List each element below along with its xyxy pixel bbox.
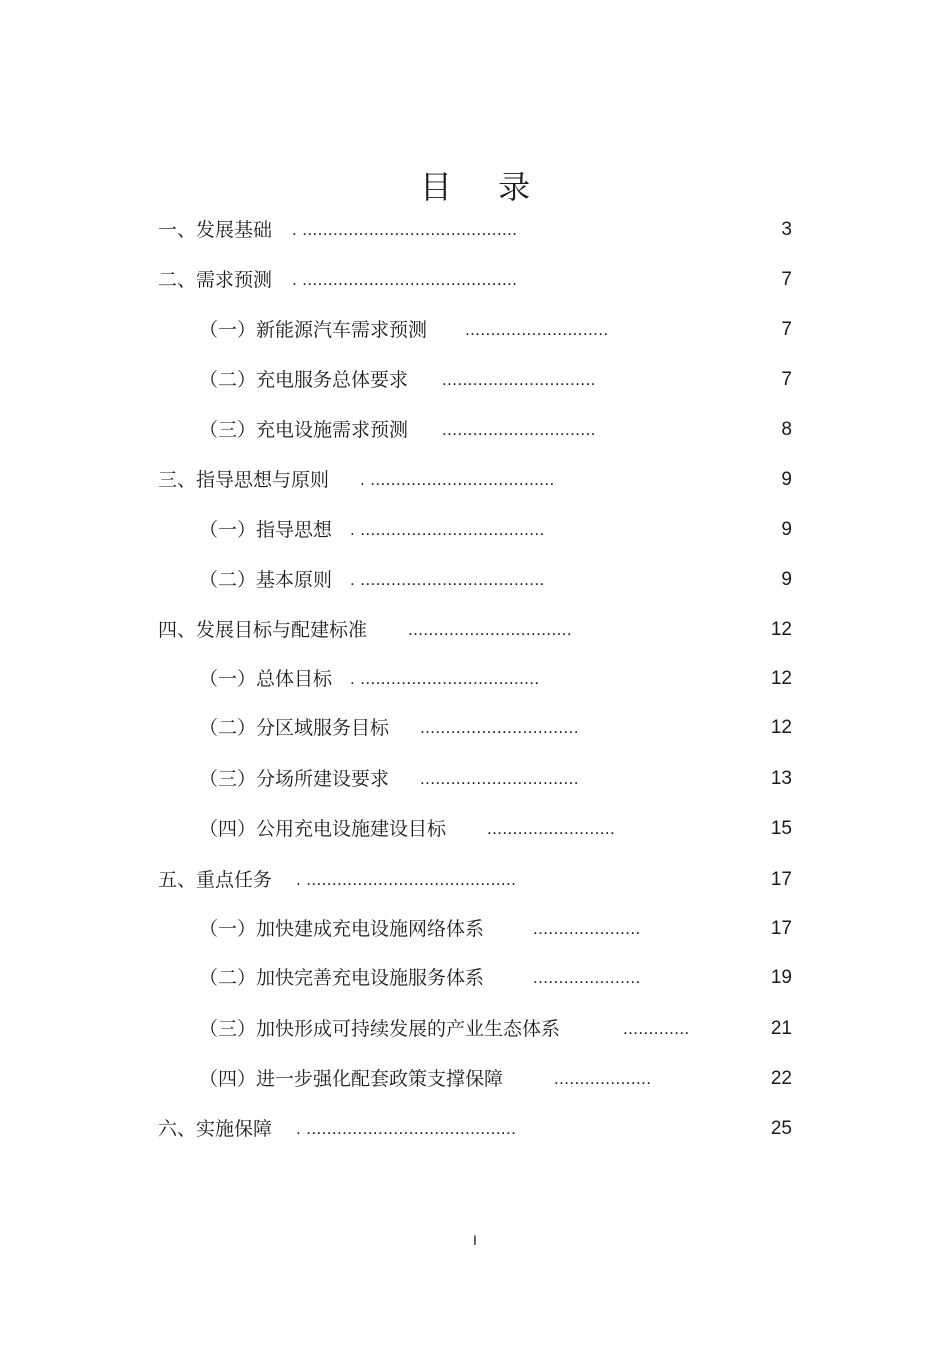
toc-entry-label: 二、需求预测	[158, 269, 273, 291]
toc-entry-label: （一）指导思想	[199, 519, 333, 541]
toc-entry-page-number: 9	[781, 519, 792, 540]
toc-entry[interactable]	[0, 416, 950, 444]
toc-entry[interactable]	[0, 1065, 950, 1093]
toc-entry[interactable]	[0, 765, 950, 793]
toc-entry-label: （三）充电设施需求预测	[199, 419, 409, 441]
toc-entry[interactable]	[0, 566, 950, 594]
toc-entry-label: （二）充电服务总体要求	[199, 369, 409, 391]
toc-entry-label: （二）分区域服务目标	[199, 717, 390, 739]
toc-entry-leader-dots: ............................	[465, 320, 609, 339]
toc-entry-leader-dots: ...............................	[420, 718, 579, 737]
toc-entry-page-number: 25	[770, 1118, 792, 1139]
toc-entry-leader-dots: . ....................................	[350, 570, 545, 589]
toc-entry-label: （一）总体目标	[199, 668, 333, 690]
toc-entry-label: （四）进一步强化配套政策支撑保障	[199, 1068, 504, 1090]
toc-entry-label: （四）公用充电设施建设目标	[199, 818, 447, 840]
toc-entry-leader-dots: .........................	[487, 819, 616, 838]
toc-entry-label: 三、指导思想与原则	[158, 469, 330, 491]
page-footer-number: I	[473, 1232, 477, 1248]
toc-entry-leader-dots: . .........................................	[296, 1119, 517, 1138]
toc-entry-page-number: 8	[781, 419, 792, 440]
toc-entry-label: （一）加快建成充电设施网络体系	[199, 918, 485, 940]
toc-entry-leader-dots: ..............................	[442, 420, 596, 439]
toc-entry-label: （一）新能源汽车需求预测	[199, 319, 428, 341]
toc-entry-page-number: 9	[781, 569, 792, 590]
toc-entry-leader-dots: .............	[623, 1019, 690, 1038]
toc-entry-leader-dots: . ....................................	[350, 520, 545, 539]
toc-entry-page-number: 12	[770, 619, 792, 640]
toc-entry[interactable]	[0, 815, 950, 843]
toc-entry-label: （三）加快形成可持续发展的产业生态体系	[199, 1018, 561, 1040]
toc-entry-page-number: 17	[770, 869, 792, 890]
toc-entry-label: （二）基本原则	[199, 569, 333, 591]
toc-entry-label: （三）分场所建设要求	[199, 768, 390, 790]
toc-entry-page-number: 7	[781, 269, 792, 290]
toc-entry[interactable]	[0, 665, 950, 693]
toc-entry[interactable]	[0, 866, 950, 894]
toc-entry-label: （二）加快完善充电设施服务体系	[199, 967, 485, 989]
toc-entry-leader-dots: ...............................	[420, 769, 579, 788]
toc-entry-leader-dots: .....................	[533, 968, 641, 987]
toc-entry[interactable]	[0, 366, 950, 394]
toc-entry-leader-dots: .....................	[533, 919, 641, 938]
toc-entry-page-number: 17	[770, 918, 792, 939]
toc-entry-page-number: 7	[781, 319, 792, 340]
toc-entry-page-number: 19	[770, 967, 792, 988]
toc-entry-page-number: 15	[770, 818, 792, 839]
toc-entry-label: 六、实施保障	[158, 1118, 273, 1140]
toc-entry-label: 一、发展基础	[158, 219, 273, 241]
toc-entry-leader-dots: . ..........................................	[292, 270, 518, 289]
toc-entry[interactable]	[0, 714, 950, 742]
toc-entry[interactable]	[0, 964, 950, 992]
toc-entry[interactable]	[0, 316, 950, 344]
toc-entry[interactable]	[0, 516, 950, 544]
toc-entry-page-number: 22	[770, 1068, 792, 1089]
toc-entry[interactable]	[0, 1115, 950, 1143]
toc-entry-page-number: 12	[770, 717, 792, 738]
toc-entry-leader-dots: ..............................	[442, 370, 596, 389]
toc-entry-leader-dots: ...................	[554, 1069, 652, 1088]
toc-entry[interactable]	[0, 915, 950, 943]
toc-entry-page-number: 13	[770, 768, 792, 789]
toc-entry[interactable]	[0, 266, 950, 294]
toc-entry-page-number: 21	[770, 1018, 792, 1039]
toc-entry-page-number: 9	[781, 469, 792, 490]
toc-entry-page-number: 12	[770, 668, 792, 689]
toc-entry-leader-dots: . .........................................	[296, 870, 517, 889]
toc-title: 目 录	[419, 168, 549, 206]
toc-entry-leader-dots: . ....................................	[360, 470, 555, 489]
toc-entry-leader-dots: . ..........................................	[292, 220, 518, 239]
toc-entry[interactable]	[0, 1015, 950, 1043]
toc-entry-page-number: 7	[781, 369, 792, 390]
toc-entry-label: 四、发展目标与配建标准	[158, 619, 368, 641]
toc-entry-leader-dots: ................................	[408, 620, 572, 639]
toc-entry[interactable]	[0, 616, 950, 644]
toc-entry-leader-dots: . ...................................	[350, 669, 540, 688]
toc-entry[interactable]	[0, 216, 950, 244]
toc-entry-page-number: 3	[781, 219, 792, 240]
toc-entry-label: 五、重点任务	[158, 869, 273, 891]
toc-entry[interactable]	[0, 466, 950, 494]
